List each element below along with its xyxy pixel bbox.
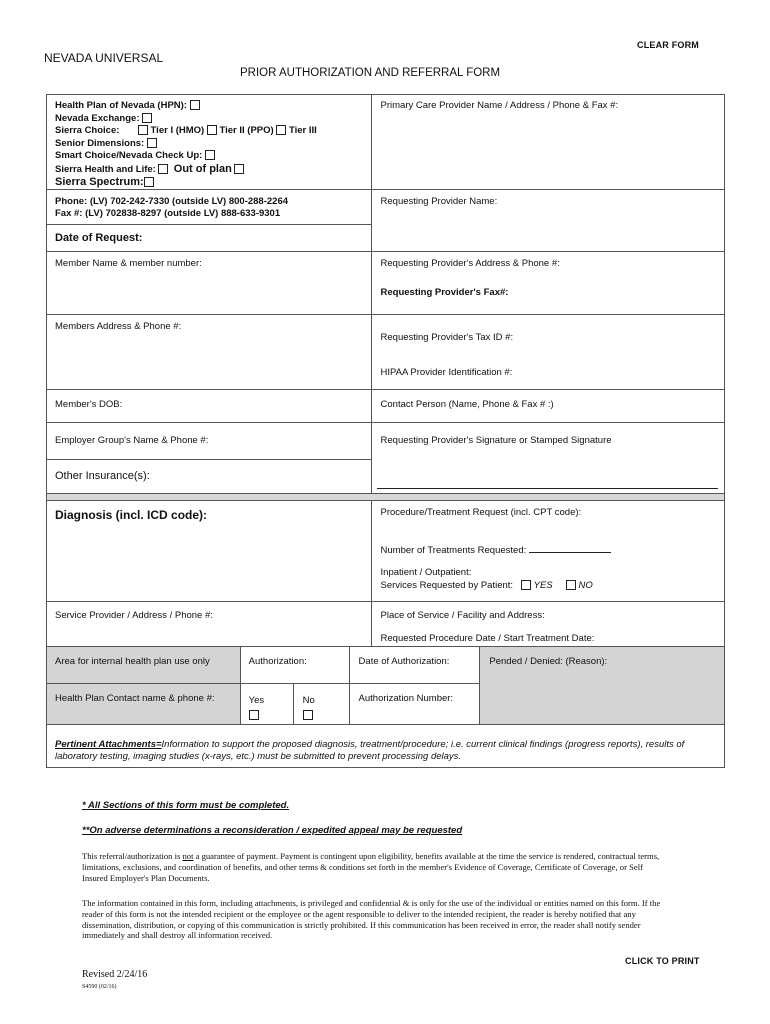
- dob-label: Member's DOB:: [55, 398, 123, 410]
- requested-procedure-date-label: Requested Procedure Date / Start Treatment Date:: [380, 632, 595, 644]
- attachments-text: Information to support the proposed diagnosis, treatment/procedure; i.e. current clinical findings (progress reports), results of laboratory testing, imaging studies (x-rays, etc.) must be submitted to prevent processing delays.: [55, 738, 685, 762]
- date-of-authorization-field[interactable]: [350, 647, 480, 667]
- requesting-address-label: Requesting Provider's Address & Phone #:: [380, 257, 560, 269]
- disclaimer-part-b: a guarantee of payment. Payment is contingent upon eligibility, benefits available at the time the service is rendered, contractual terms, limitations, exclusions, and coordination of benefits, and other terms & conditions set forth in the member's Evidence of Coverage, Certificate of Coverage, or Self Insured Employer's Plan Documents.: [82, 851, 660, 883]
- hipaa-label: HIPAA Provider Identification #:: [380, 366, 513, 378]
- attachments-label: Pertinent Attachments=: [55, 738, 162, 750]
- disclaimer-part-a: This referral/authorization is: [82, 851, 183, 861]
- tier3-label: Tier III: [288, 125, 317, 136]
- procedure-block: [372, 501, 724, 601]
- service-provider-field[interactable]: [47, 602, 371, 621]
- diagnosis-field[interactable]: [47, 501, 371, 522]
- auth-yes-checkbox[interactable]: [249, 710, 259, 720]
- services-requested-row: [381, 580, 593, 591]
- attachments-note: [47, 725, 724, 763]
- spectrum-checkbox[interactable]: [144, 177, 154, 187]
- pcp-label: Primary Care Provider Name / Address / Phone & Fax #:: [380, 100, 619, 111]
- out-of-plan-label: Out of plan: [173, 162, 232, 175]
- exchange-label: Nevada Exchange:: [55, 112, 140, 124]
- signature-label: Requesting Provider's Signature or Stamped Signature: [380, 434, 612, 446]
- signature-field[interactable]: [372, 423, 724, 493]
- adverse-determination-note: **On adverse determinations a reconsideration / expedited appeal may be requested: [82, 825, 463, 836]
- hpn-label: Health Plan of Nevada (HPN):: [55, 100, 187, 111]
- employer-field[interactable]: [47, 423, 371, 446]
- hpn-checkbox[interactable]: [190, 100, 200, 110]
- num-treatments-row[interactable]: [381, 545, 611, 556]
- health-plan-contact-label: Health Plan Contact name & phone #:: [55, 692, 215, 704]
- no-checkbox[interactable]: [566, 580, 576, 590]
- contact-person-field[interactable]: [372, 390, 724, 410]
- senior-checkbox[interactable]: [147, 138, 157, 148]
- num-treatments-line: [529, 552, 611, 553]
- tier2-checkbox[interactable]: [207, 125, 217, 135]
- smart-choice-label: Smart Choice/Nevada Check Up:: [55, 150, 203, 161]
- dob-field[interactable]: [47, 390, 371, 410]
- tier3-checkbox[interactable]: [276, 125, 286, 135]
- procedure-label[interactable]: Procedure/Treatment Request (incl. CPT code):: [380, 506, 582, 518]
- plan-phone: Phone: (LV) 702-242-7330 (outside LV) 800-288-2264: [55, 195, 289, 207]
- employer-label: Employer Group's Name & Phone #:: [55, 434, 209, 446]
- member-address-label: Members Address & Phone #:: [55, 320, 182, 332]
- place-of-service-field[interactable]: [372, 602, 724, 646]
- out-of-plan-checkbox[interactable]: [234, 164, 244, 174]
- place-of-service-label: Place of Service / Facility and Address:: [380, 609, 545, 621]
- senior-label: Senior Dimensions:: [55, 137, 145, 149]
- inpatient-label: Inpatient / Outpatient:: [380, 566, 472, 578]
- spectrum-label: Sierra Spectrum:: [55, 176, 144, 188]
- yes-label: YES: [533, 579, 553, 591]
- authorization-number-field[interactable]: [350, 684, 480, 704]
- plan-fax: Fax #: (LV) 702838-8297 (outside LV) 888-633-9301: [55, 207, 281, 219]
- signature-line: [377, 488, 718, 489]
- tier1-checkbox[interactable]: [138, 125, 148, 135]
- authorization-number-label: Authorization Number:: [358, 692, 454, 704]
- org-title: NEVADA UNIVERSAL: [44, 51, 164, 65]
- auth-yes-label: Yes: [248, 694, 265, 706]
- date-of-request-label: Date of Request:: [55, 231, 143, 244]
- health-life-label: Sierra Health and Life:: [55, 163, 156, 175]
- pended-denied-label: Pended / Denied: (Reason):: [489, 655, 608, 667]
- other-insurance-field[interactable]: [47, 460, 371, 482]
- health-life-checkbox[interactable]: [158, 164, 168, 174]
- requesting-provider-label: Requesting Provider Name:: [380, 195, 498, 207]
- authorization-form-table: [46, 94, 725, 768]
- other-insurance-label: Other Insurance(s):: [55, 469, 150, 482]
- clear-form-button[interactable]: CLEAR FORM: [637, 40, 699, 50]
- contact-person-label: Contact Person (Name, Phone & Fax # :): [380, 398, 554, 410]
- form-title: PRIOR AUTHORIZATION AND REFERRAL FORM: [240, 67, 501, 79]
- date-of-authorization-label: Date of Authorization:: [358, 655, 450, 667]
- tax-id-label: Requesting Provider's Tax ID #:: [380, 331, 514, 343]
- requesting-address-field[interactable]: [372, 252, 724, 314]
- num-treatments-label: Number of Treatments Requested:: [380, 544, 527, 556]
- plan-selection-block: [47, 95, 371, 189]
- auth-yes-cell: [241, 684, 293, 723]
- member-address-field[interactable]: [47, 315, 371, 332]
- smart-choice-checkbox[interactable]: [205, 150, 215, 160]
- exchange-checkbox[interactable]: [142, 113, 152, 123]
- date-of-request-field[interactable]: [47, 225, 371, 244]
- auth-no-label: No: [302, 694, 315, 706]
- revised-date: Revised 2/24/16: [82, 969, 148, 980]
- pended-denied-field[interactable]: [480, 647, 724, 667]
- form-code: S4590 (02/16): [82, 984, 117, 990]
- service-provider-label: Service Provider / Address / Phone #:: [55, 609, 213, 621]
- section-divider: [47, 493, 725, 500]
- tier2-label: Tier II (PPO): [219, 125, 274, 136]
- member-name-label: Member Name & member number:: [55, 257, 202, 269]
- requesting-provider-field[interactable]: [372, 190, 724, 207]
- no-label: NO: [578, 579, 593, 591]
- auth-no-checkbox[interactable]: [303, 710, 313, 720]
- pcp-field[interactable]: [372, 95, 724, 111]
- tax-id-field[interactable]: [372, 315, 724, 389]
- diagnosis-label: Diagnosis (incl. ICD code):: [55, 507, 208, 522]
- payment-disclaimer: [82, 851, 667, 883]
- print-button[interactable]: CLICK TO PRINT: [625, 956, 700, 966]
- all-sections-note: * All Sections of this form must be completed.: [82, 800, 290, 811]
- disclaimer-not: not: [182, 851, 194, 861]
- services-requested-label: Services Requested by Patient:: [380, 579, 514, 591]
- yes-checkbox[interactable]: [521, 580, 531, 590]
- requesting-fax-label: Requesting Provider's Fax#:: [380, 286, 509, 298]
- internal-use-label: Area for internal health plan use only: [55, 655, 210, 667]
- sierra-choice-label: Sierra Choice:: [55, 125, 120, 136]
- tier1-label: Tier I (HMO): [150, 125, 205, 136]
- auth-no-cell: [294, 684, 349, 723]
- plan-contact-block: [47, 190, 371, 220]
- confidentiality-notice: The information contained in this form, including attachments, is privileged and confidential & is only for the use of the individual or entities named on this form. If the reader of this form is not the intended recipient or the employee or the agent responsible to deliver to the intended recipient, the reader is hereby notified that any dissemination, distribution, or copying of this communication is strictly prohibited. If this communication has been received in error, the reader shall notify sender immediately and shall destroy all information received.: [82, 898, 661, 941]
- authorization-label: Authorization:: [248, 655, 307, 667]
- member-name-field[interactable]: [47, 252, 371, 269]
